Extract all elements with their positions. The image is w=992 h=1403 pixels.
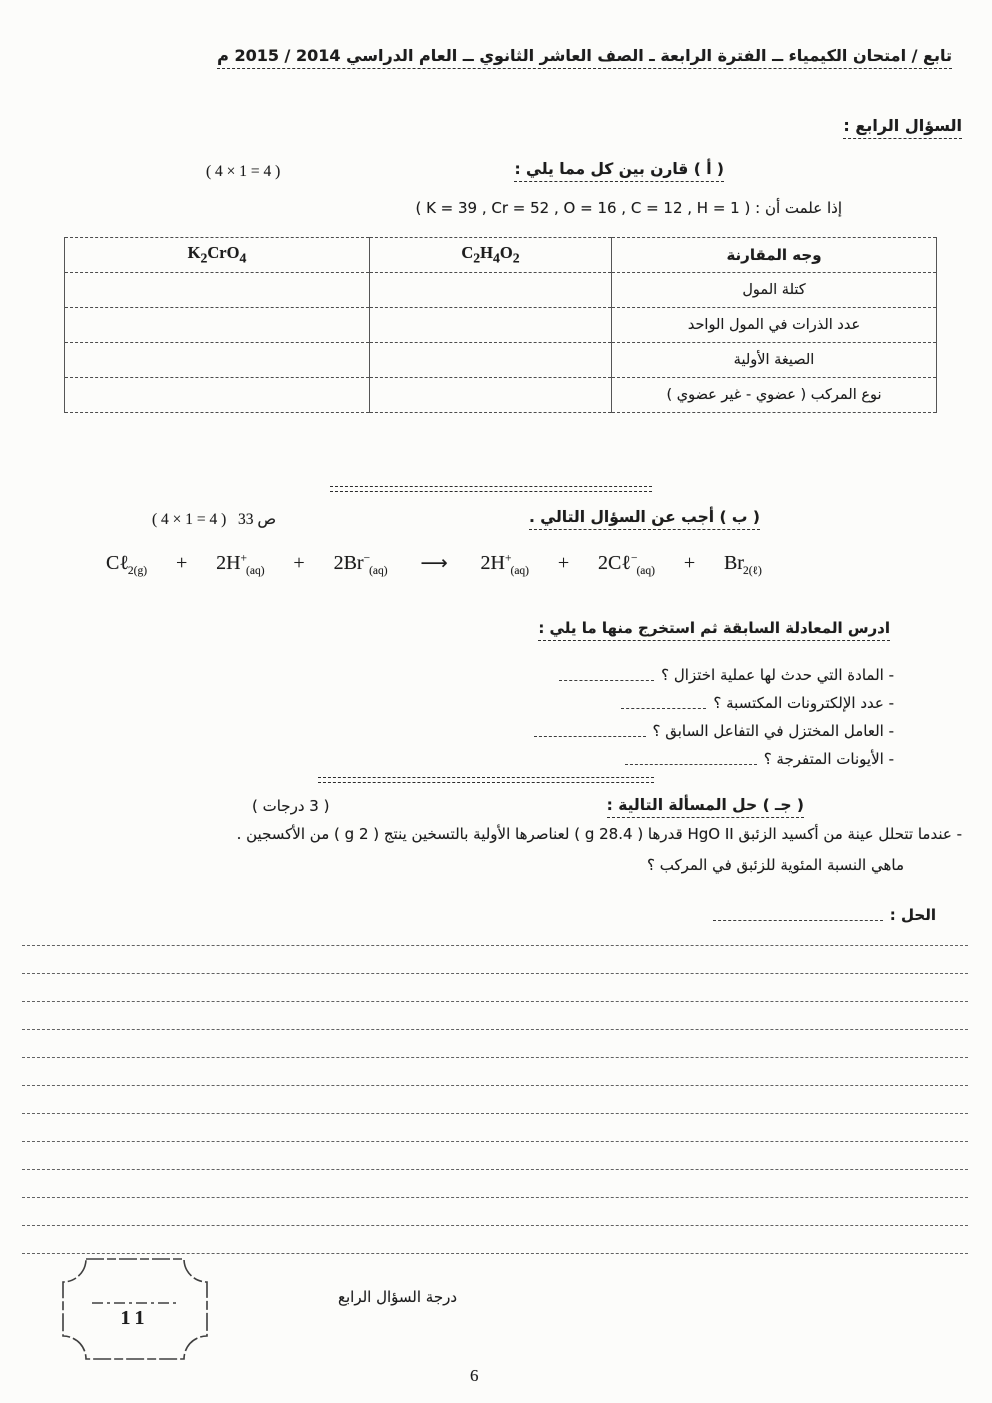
question-item [614, 694, 894, 712]
question-item-label: - العامل المختزل في التفاعل السابق ؟ [652, 722, 894, 740]
equation-term-2cl-product: 2Cℓ−$_{(aq)}$ [598, 552, 655, 577]
table-answer-cell [370, 378, 612, 413]
question-item-label: - عدد الإلكترونات المكتسبة ؟ [713, 694, 894, 712]
chemical-equation [106, 552, 762, 577]
answer-line [22, 1058, 968, 1086]
answer-line [22, 1002, 968, 1030]
table-row [65, 273, 937, 308]
answer-line [22, 1170, 968, 1198]
answer-blank [559, 670, 654, 681]
equation-term-cl2-reactant: Cℓ$_{2(g)}$ [106, 552, 148, 577]
table-answer-cell [65, 343, 370, 378]
equation-term-2br-reactant: $2Br^-_{(aq)}$ [333, 552, 388, 577]
grade-stamp-value: 11 [120, 1307, 150, 1329]
page-header [217, 46, 952, 69]
given-statement: إذا علمت أن : ( K = 39 , Cr = 52 , O = 16 , C = 12 , H = 1 ) [415, 199, 842, 217]
table-answer-cell [370, 343, 612, 378]
table-answer-cell [65, 378, 370, 413]
question-item-label: - المادة التي حدث لها عملية اختزال ؟ [661, 666, 894, 684]
table-answer-cell [65, 308, 370, 343]
section-divider [330, 486, 652, 492]
page-number: 6 [470, 1366, 479, 1385]
equation-instruction-text: ادرس المعادلة السابقة ثم استخرج منها ما يلي : [538, 619, 890, 641]
equation-instruction [538, 619, 890, 641]
table-answer-cell [370, 273, 612, 308]
answer-line [22, 946, 968, 974]
answer-line [22, 1142, 968, 1170]
answer-line [22, 1030, 968, 1058]
part-c-heading [607, 796, 804, 818]
table-row-label: نوع المركب ( عضوي - غير عضوي ) [612, 378, 937, 413]
plus-operator: + [557, 552, 570, 574]
table-header-compare-label: وجه المقارنة [612, 238, 937, 273]
answer-lines [22, 918, 968, 1254]
answer-line [22, 974, 968, 1002]
question-title [843, 116, 962, 139]
grade-stamp-box [56, 1253, 214, 1365]
equation-term-br2-product: $Br_{2(\ell)}$ [723, 552, 762, 577]
question-item [552, 666, 894, 684]
part-b-marks-text: ( 4 × 1 = 4 ) [152, 511, 227, 528]
part-a-heading-text: ( أ ) قارن بين كل مما يلي : [514, 160, 724, 182]
answer-blank [625, 754, 757, 765]
table-row [65, 308, 937, 343]
page-header-title: تابع / امتحان الكيمياء ــ الفترة الرابعة ـ الصف العاشر الثانوي ــ العام الدراسي 2014 / 2015 م [217, 46, 952, 69]
solution-label-text: الحل : [889, 906, 936, 924]
table-header-formula-k2cro4: $K_2CrO_4$ [65, 238, 370, 273]
answer-line [22, 1114, 968, 1142]
equation-term-2h-product: $2H^+_{(aq)}$ [480, 552, 530, 577]
part-a-heading [514, 160, 724, 182]
equation-term-2h-reactant: $2H^+_{(aq)}$ [216, 552, 265, 577]
table-row [65, 343, 937, 378]
reaction-arrow-icon: ⟶ [420, 552, 448, 574]
question-item-label: - الأيونات المتفرجة ؟ [763, 750, 894, 768]
part-b-heading-text: ( ب ) أجب عن السؤال التالي . [529, 508, 760, 530]
answer-blank [534, 726, 646, 737]
answer-blank [621, 698, 706, 709]
problem-statement-line1: - عندما تتحلل عينة من أكسيد الزئبق HgO II قدرها ( 28.4 g ) لعناصرها الأولية بالتسخين ينتج ( 2 g ) من الأكسجين . [236, 825, 962, 843]
question-item [618, 750, 894, 768]
table-answer-cell [65, 273, 370, 308]
table-header-formula-c2h4o2: $C_2H_4O_2$ [370, 238, 612, 273]
table-row-label: الصيغة الأولية [612, 343, 937, 378]
table-row-label: عدد الذرات في المول الواحد [612, 308, 937, 343]
section-divider [318, 777, 654, 783]
problem-statement-line2: ماهي النسبة المئوية للزئبق في المركب ؟ [647, 856, 904, 874]
question-item [527, 722, 895, 740]
part-c-heading-text: ( جـ ) حل المسألة التالية : [607, 796, 804, 818]
answer-line [22, 1198, 968, 1226]
plus-operator: + [175, 552, 188, 574]
grade-caption: درجة السؤال الرابع [338, 1288, 458, 1306]
answer-line [22, 918, 968, 946]
part-c-marks: ( 3 درجات ) [252, 797, 330, 815]
answer-line [22, 1226, 968, 1254]
table-row-label: كتلة المول [612, 273, 937, 308]
part-b-heading [529, 508, 760, 530]
plus-operator: + [293, 552, 305, 574]
part-b-marks [152, 510, 276, 529]
table-answer-cell [370, 308, 612, 343]
table-row [65, 378, 937, 413]
answer-line [22, 1086, 968, 1114]
plus-operator: + [683, 552, 696, 574]
part-a-marks: ( 4 × 1 = 4 ) [206, 163, 281, 180]
question-title-text: السؤال الرابع : [843, 116, 962, 139]
comparison-table [64, 237, 937, 413]
part-b-page-ref: 33 ص [237, 511, 277, 528]
table-header-row [65, 238, 937, 273]
